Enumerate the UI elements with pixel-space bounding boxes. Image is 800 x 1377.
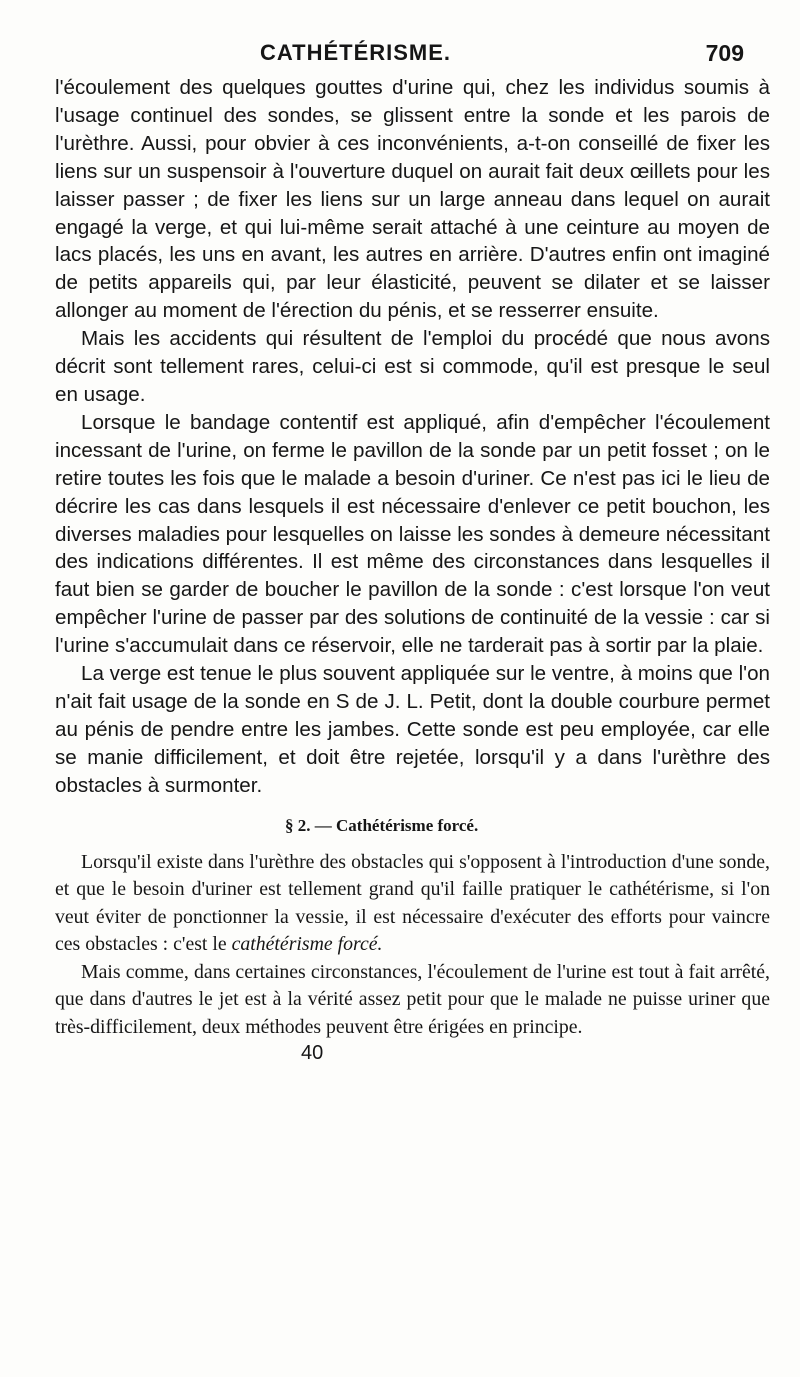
paragraph: Lorsque le bandage contentif est appliqué, afin d'empêcher l'écoulement incessant de l'urine, on ferme le pavillon de la sonde par un petit fosset ; on le retire toutes les fois que le malade a besoin d'uriner. Ce n'est pas ici le lieu de décrire les cas dans lesquels il est nécessaire d'enlever ce petit bouchon, les diverses maladies pour lesquelles on laisse les sondes à demeure nécessitant des indications différentes. Il est même des circonstances dans lesquelles il faut bien se garder de boucher le pavillon de la sonde : c'est lorsque l'on veut empêcher l'urine de passer par des solutions de continuité de la vessie : car si l'urine s'accumulait dans ce réservoir, elle ne tarderait pas à sortir par la plaie. — [55, 410, 770, 658]
printer-signature: 40 — [301, 1042, 324, 1065]
running-head — [55, 40, 770, 74]
main-text — [55, 74, 770, 800]
paragraph: La verge est tenue le plus souvent appliquée sur le ventre, à moins que l'on n'ait fait usage de la sonde en S de J. L. Petit, dont la double courbure permet au pénis de pendre entre les jambes. Cette sonde est peu employée, car elle se manie difficilement, et doit être rejetée, lorsqu'il y a dans l'urèthre des obstacles à surmonter. — [55, 662, 770, 797]
paragraph: l'écoulement des quelques gouttes d'urine qui, chez les individus soumis à l'usage continuel des sondes, se glissent entre la sonde et les parois de l'urèthre. Aussi, pour obvier à ces inconvénients, a-t-on conseillé de fixer les liens sur un suspensoir à l'ouverture duquel on aurait fait deux œillets pour les laisser passer ; de fixer les liens sur un large anneau dans lequel on aurait engagé la verge, et qui lui-même serait attaché à une ceinture au moyen de lacs placés, les uns en avant, les autres en arrière. D'autres enfin ont imaginé de petits appareils qui, par leur élasticité, peuvent se dilater et se laisser allonger au moment de l'érection du pénis, et se resserrer ensuite. — [55, 76, 770, 323]
paragraph-text: Mais comme, dans certaines circonstances, l'écoulement de l'urine est tout à fait arrêté, que dans d'autres le jet est à la vérité assez petit pour que le malade ne puisse uriner que très-difficilement, deux méthodes peuvent être érigées en principe. — [55, 960, 770, 1038]
section-text — [55, 849, 770, 1042]
page-number: 709 — [705, 40, 744, 66]
paragraph — [55, 849, 770, 959]
paragraph — [55, 959, 770, 1042]
emphasis-term: cathétérisme forcé. — [231, 933, 383, 956]
section-heading: § 2. — Cathétérisme forcé. — [285, 815, 479, 835]
running-title: CATHÉTÉRISME. — [260, 40, 452, 65]
paragraph: Mais les accidents qui résultent de l'emploi du procédé que nous avons décrit sont tellement rares, celui-ci est si commode, qu'il est presque le seul en usage. — [55, 327, 770, 406]
paragraph-text: Lorsqu'il existe dans l'urèthre des obstacles qui s'opposent à l'introduction d'une sonde, et que le besoin d'uriner est tellement grand qu'il faille pratiquer le cathétérisme, si l'on veut éviter de ponctionner la vessie, il est nécessaire d'exécuter des efforts pour vaincre ces obstacles : c'est le — [55, 850, 770, 956]
